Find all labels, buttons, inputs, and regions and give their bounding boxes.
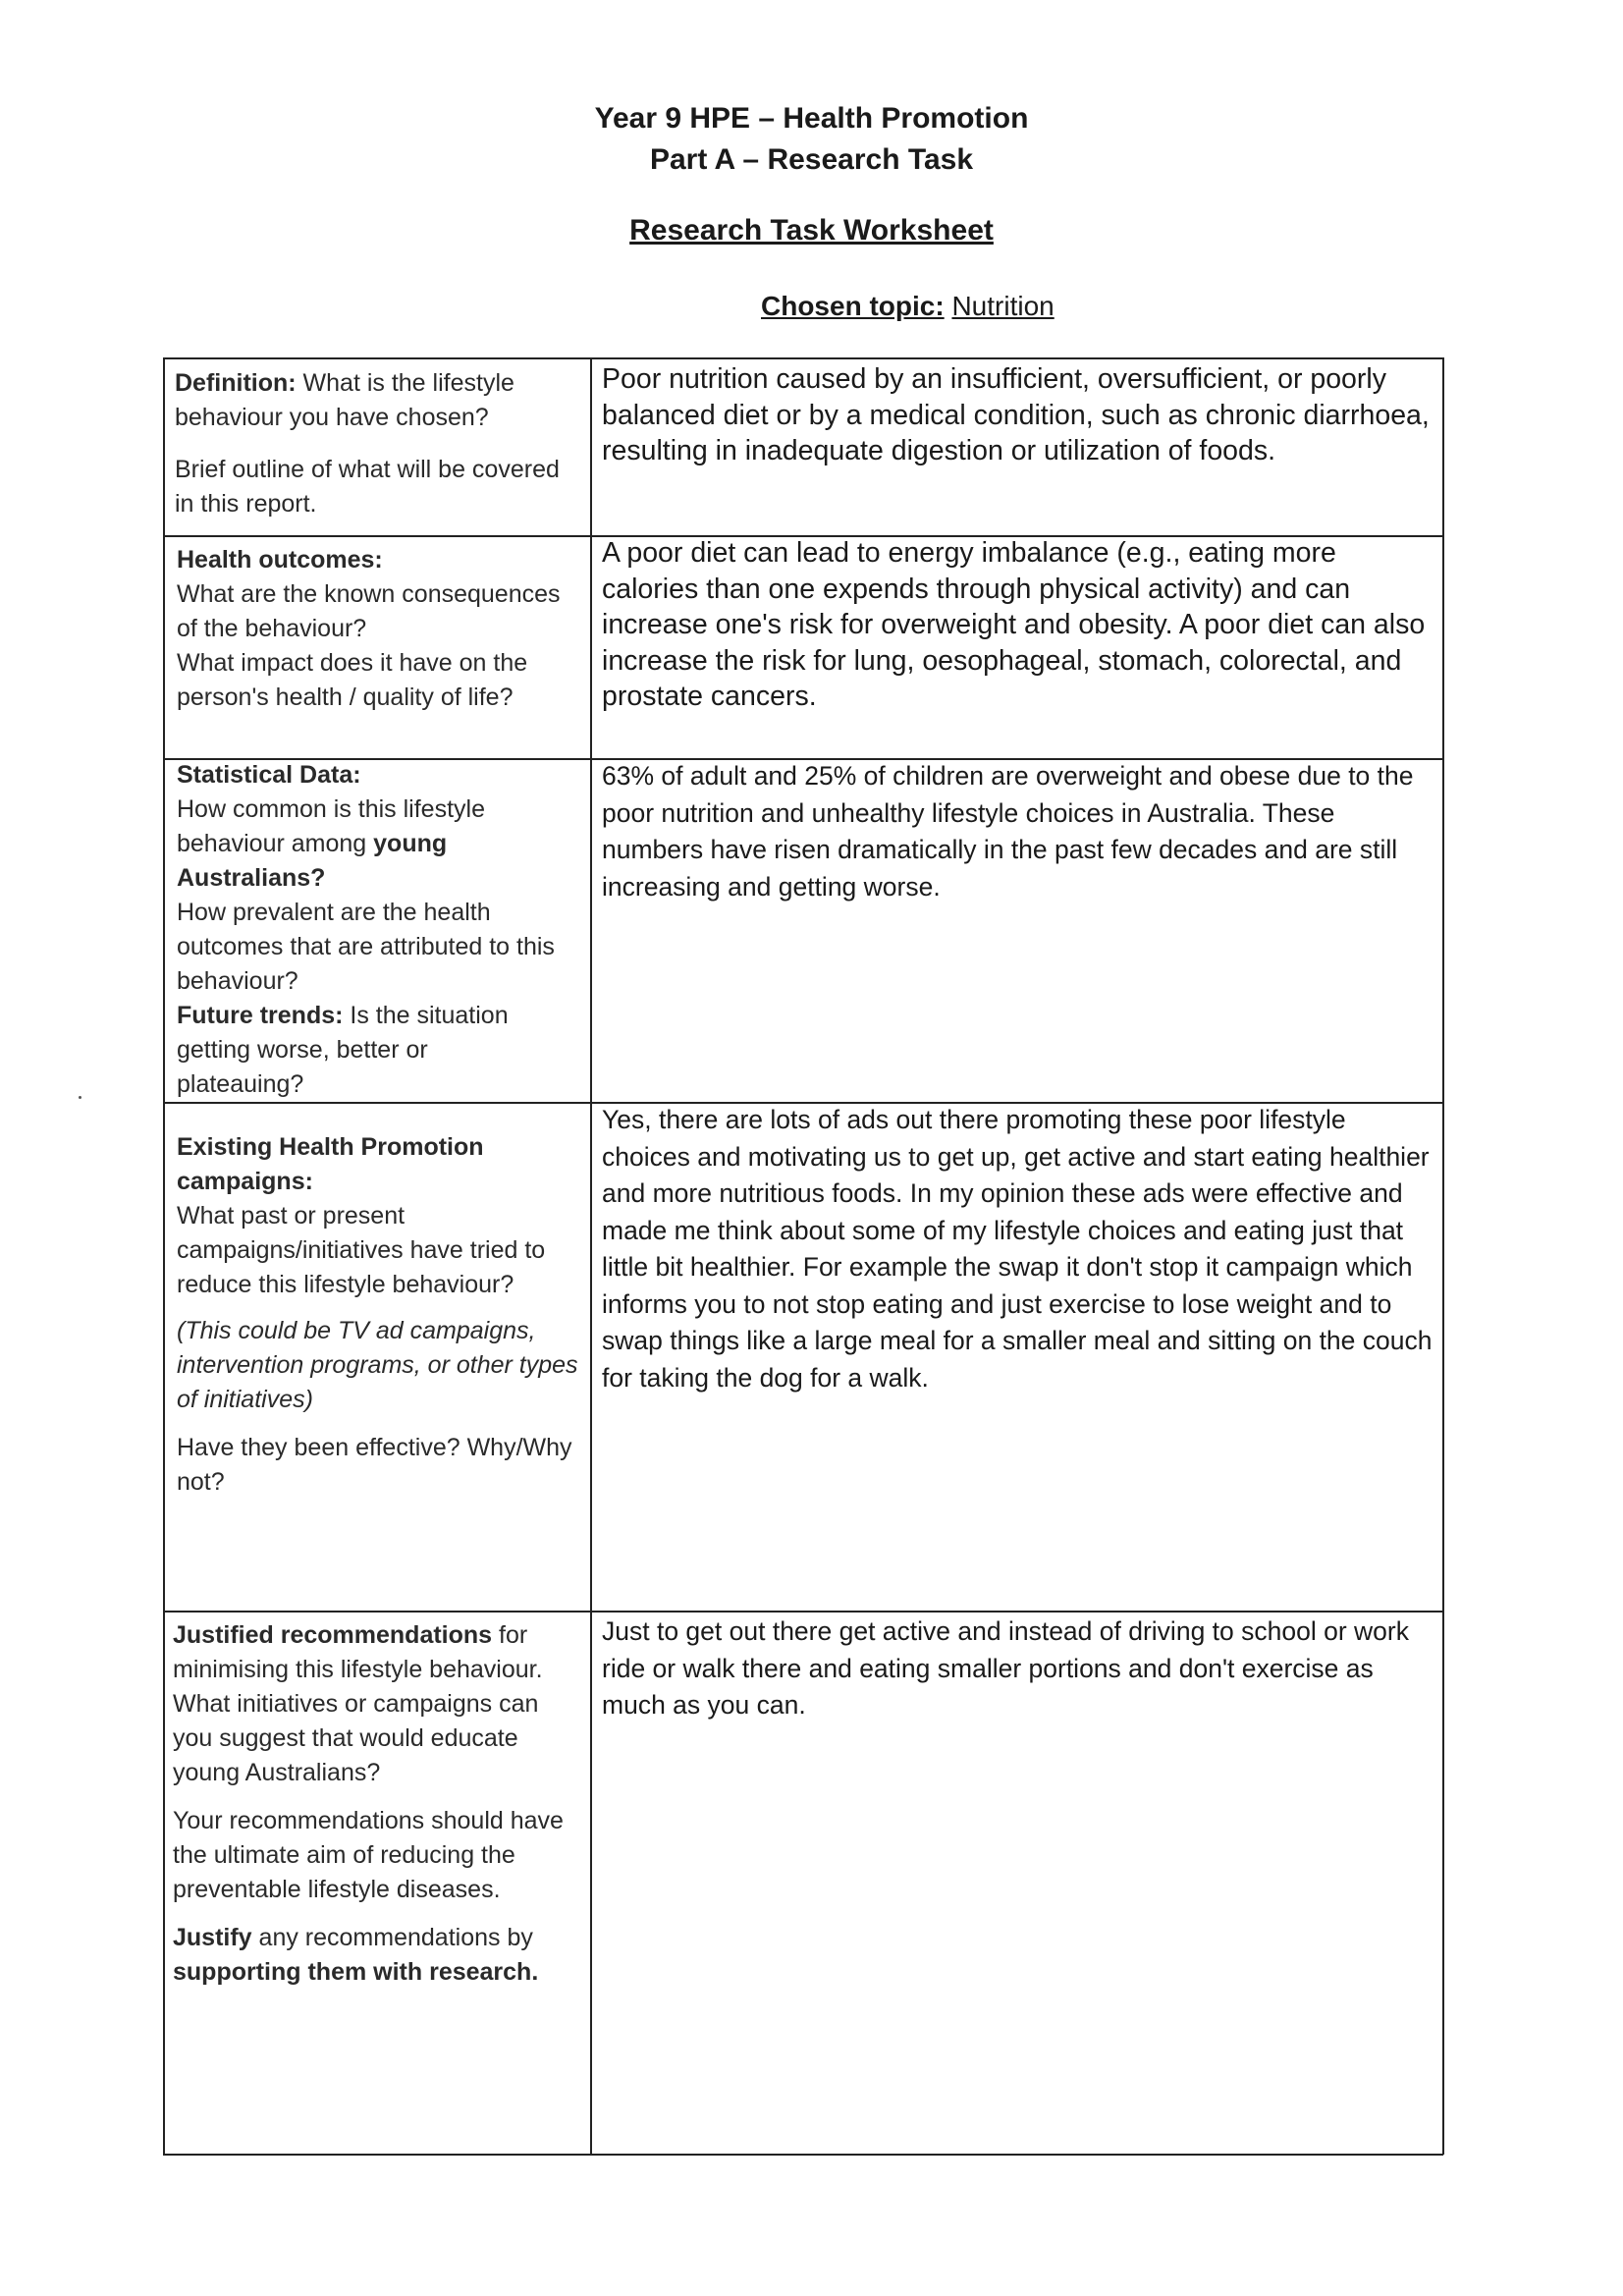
row-statistical-data-answer: 63% of adult and 25% of children are overweight and obese due to the poor nutrition and unhealthy lifestyle choices in Australia. These numbers have risen dramatically in the past few decades and are still increasing and getting worse. [602,761,1414,902]
row-campaigns-label: Existing Health Promotion campaigns: What past or present campaigns/initiatives have tried to reduce this lifestyle behaviour? (This could be TV ad campaigns, intervention programs, or other types of initiatives) Have they been effective? Why/Why not? [177,1133,578,1496]
topic-value: Nutrition [951,291,1055,321]
row-health-outcomes-answer: A poor diet can lead to energy imbalance (e.g., eating more calories than one expends through physical activity) and can increase one's risk for overweight and obesity. A poor diet can also increase the risk for lung, oesophageal, stomach, colorectal, and prostate cancers. [602,537,1426,712]
row-campaigns-answer: Yes, there are lots of ads out there promoting these poor lifestyle choices and motivating us to get up, get active and start eating healthier and more nutritious foods. In my opinion these ads were effective and made me think about some of my lifestyle choices and eating just that little bit healthier. For example the swap it don't stop it campaign which informs you to not stop eating and just exercise to lose weight and to swap things like a large meal for a smaller meal and sitting on the couch for taking the dog for a walk. [602,1105,1433,1393]
topic-label: Chosen topic: [761,291,945,321]
title-line-2: Part A – Research Task [649,143,974,176]
row-health-outcomes-label: Health outcomes: What are the known consequences of the behaviour? What impact does it have on the person's health / quality of life? [177,546,561,711]
row-definition-answer: Poor nutrition caused by an insufficient, oversufficient, or poorly balanced diet or by a medical condition, such as chronic diarrhoea, resulting in inadequate digestion or utilization of foods. [602,363,1430,466]
worksheet-title: Research Task Worksheet [629,214,994,246]
page-header [0,98,1623,181]
row-definition-label: Definition: What is the lifestyle behaviour you have chosen? Brief outline of what will be covered in this report. [175,369,560,518]
row-statistical-data-label: Statistical Data: How common is this lifestyle behaviour among young Australians? How prevalent are the health outcomes that are attributed to this behaviour? Future trends: Is the situation getting worse, better or plateauing? [177,761,555,1098]
row-recommendations-label: Justified recommendations for minimising this lifestyle behaviour. What initiatives or campaigns can you suggest that would educate young Australians? Your recommendations should have the ultimate aim of reducing the preventable lifestyle diseases. Justify any recommendations by supporting them with research. [173,1621,564,1986]
stray-mark [79,1096,81,1099]
title-line-1: Year 9 HPE – Health Promotion [594,102,1029,135]
row-recommendations-answer: Just to get out there get active and instead of driving to school or work ride or walk there and eating smaller portions and don't exercise as much as you can. [602,1616,1409,1720]
chosen-topic [761,291,1055,322]
